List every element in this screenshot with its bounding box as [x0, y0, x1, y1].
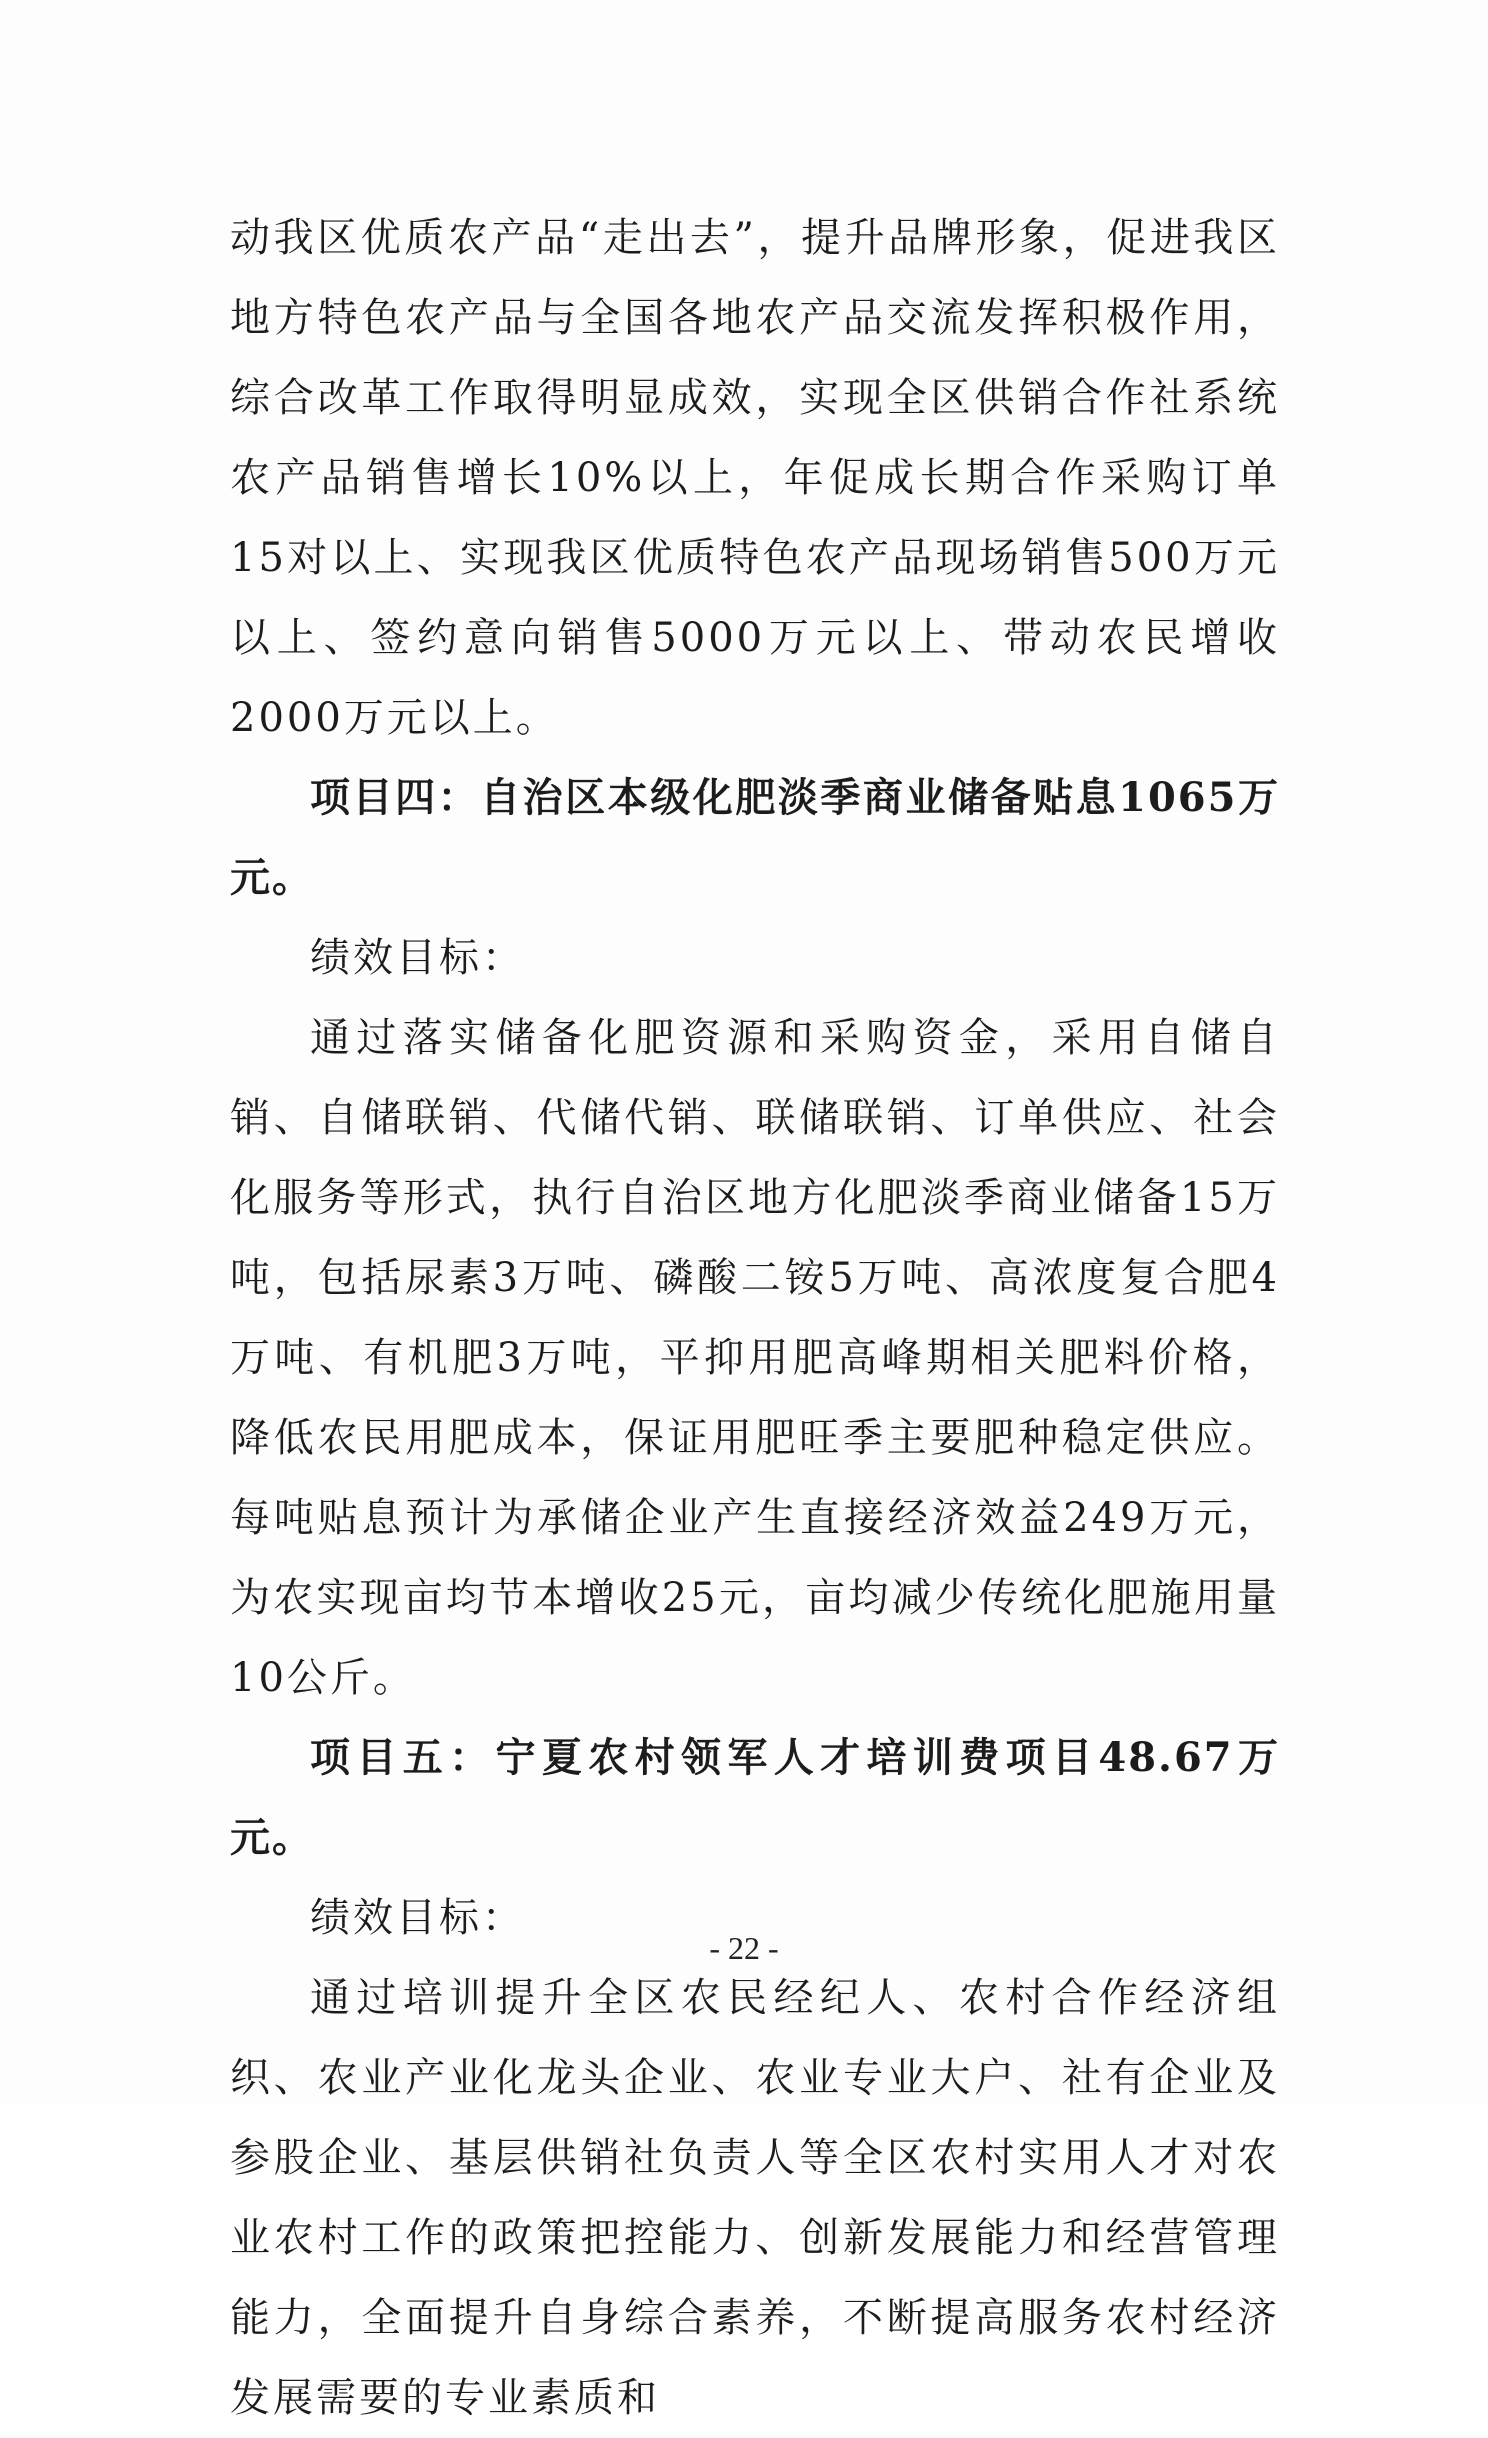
- document-body: [230, 198, 1280, 2438]
- page-number: - 22 -: [709, 1930, 779, 1966]
- project-five-description: 通过培训提升全区农民经纪人、农村合作经济组织、农业产业化龙头企业、农业专业大户、社有企业及参股企业、基层供销社负责人等全区农村实用人才对农业农村工作的政策把控能力、创新发展能力和经营管理能力，全面提升自身综合素养，不断提高服务农村经济发展需要的专业素质和: [230, 1975, 1280, 2421]
- project-five-heading: 项目五：宁夏农村领军人才培训费项目48.67万元。: [230, 1734, 1280, 1861]
- paragraph-continuation: 动我区优质农产品“走出去”，提升品牌形象，促进我区地方特色农产品与全国各地农产品交流发挥积极作用，综合改革工作取得明显成效，实现全区供销合作社系统农产品销售增长10%以上，年促成长期合作采购订单15对以上、实现我区优质特色农产品现场销售500万元以上、签约意向销售5000万元以上、带动农民增收2000万元以上。: [230, 215, 1280, 741]
- project-four-heading: 项目四：自治区本级化肥淡季商业储备贴息1065万元。: [230, 774, 1280, 901]
- performance-goal-label: 绩效目标：: [310, 935, 525, 981]
- project-four-description: 通过落实储备化肥资源和采购资金，采用自储自销、自储联销、代储代销、联储联销、订单供应、社会化服务等形式，执行自治区地方化肥淡季商业储备15万吨，包括尿素3万吨、磷酸二铵5万吨、高浓度复合肥4万吨、有机肥3万吨，平抑用肥高峰期相关肥料价格，降低农民用肥成本，保证用肥旺季主要肥种稳定供应。每吨贴息预计为承储企业产生直接经济效益249万元，为农实现亩均节本增收25元，亩均减少传统化肥施用量10公斤。: [230, 1015, 1280, 1701]
- performance-goal-label: 绩效目标：: [310, 1895, 525, 1941]
